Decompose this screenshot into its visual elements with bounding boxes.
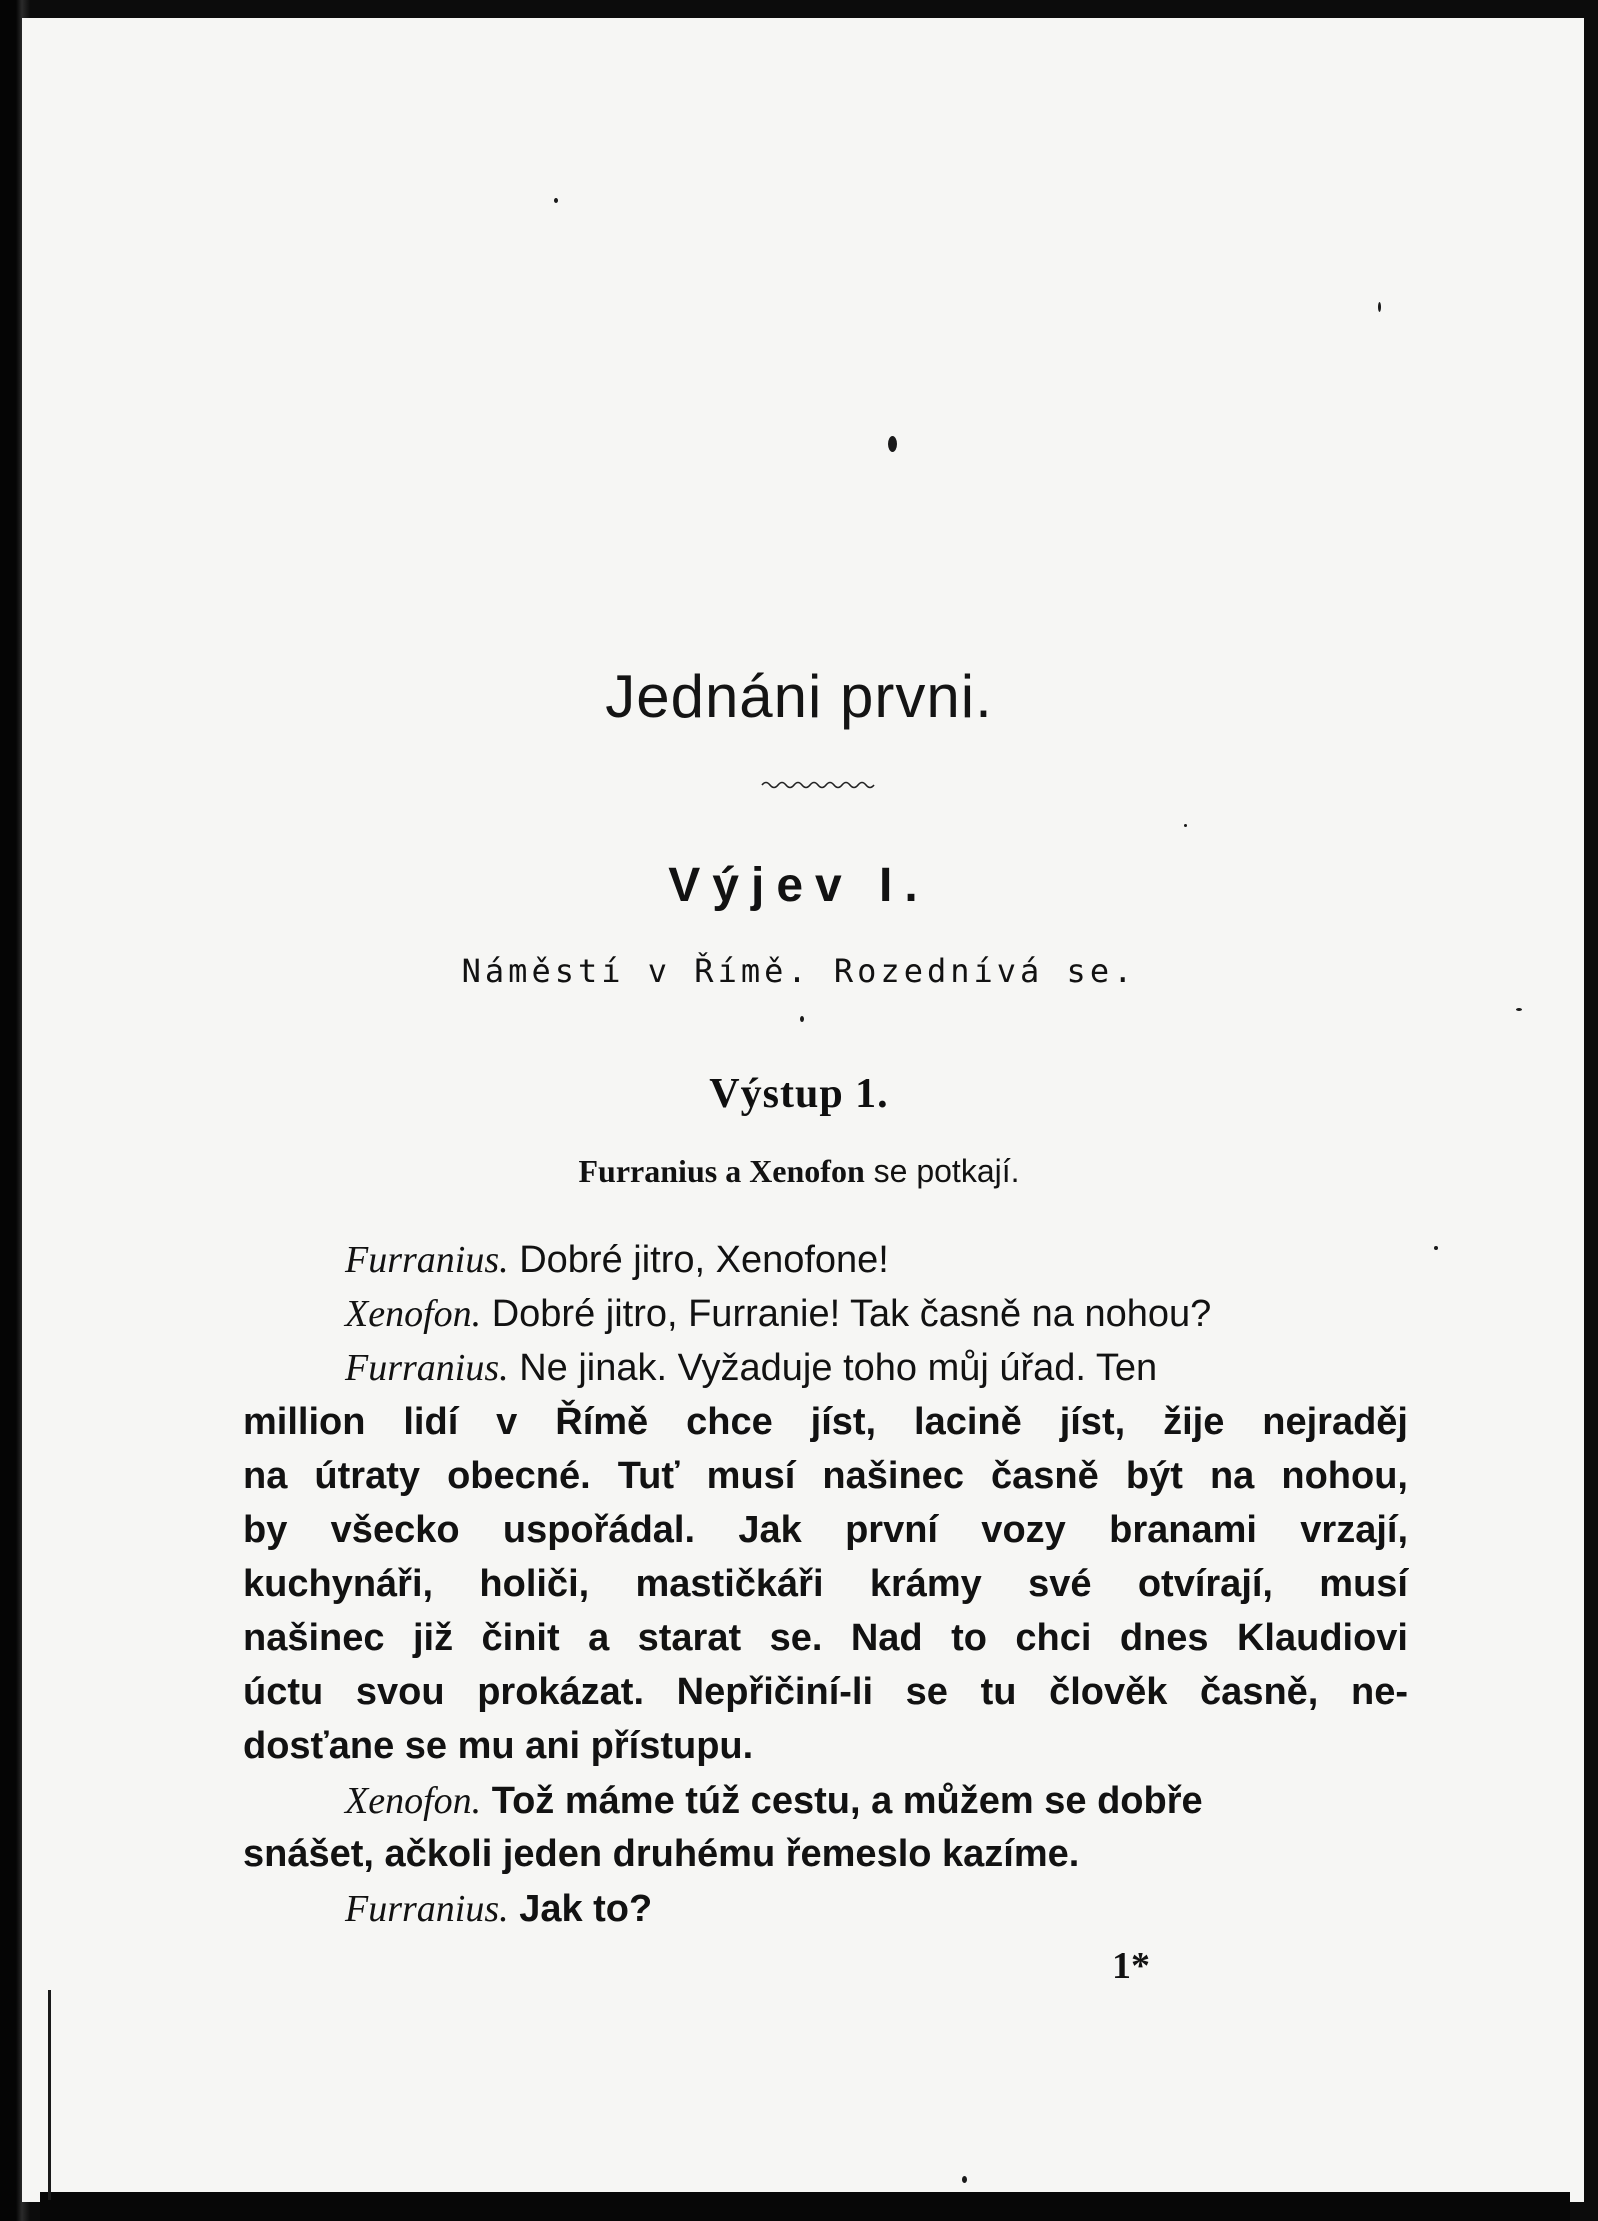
wavy-rule-ornament xyxy=(760,778,880,792)
signature-mark: 1* xyxy=(1112,1945,1150,1987)
ink-speck xyxy=(800,1016,804,1022)
speaker-name: Furranius. xyxy=(345,1239,509,1281)
ink-speck xyxy=(1516,1008,1522,1011)
speaker-name: Xenofon. xyxy=(345,1780,482,1822)
speech-text: Ne jinak. Vyžaduje toho můj úřad. Ten xyxy=(508,1347,1158,1389)
ink-speck xyxy=(962,2176,967,2183)
dialogue-line: snášet, ačkoli jeden druhému řemeslo kazíme. xyxy=(243,1833,1080,1875)
entry-title: Výstup 1. xyxy=(709,1071,889,1117)
speech-text: Dobré jitro, Xenofone! xyxy=(508,1239,889,1281)
dialogue-line: na útraty obecné. Tuť musí našinec časně být na nohou, xyxy=(243,1455,1408,1497)
stage-direction-text: se potkají. xyxy=(864,1153,1020,1189)
speaker-name: Furranius. xyxy=(345,1347,509,1389)
dialogue-line: million lidí v Římě chce jíst, lacině jíst, žije nejraděj xyxy=(243,1401,1408,1443)
stage-direction xyxy=(0,1153,1598,1190)
dialogue-line: našinec již činit a starat se. Nad to chci dnes Klaudiovi xyxy=(243,1617,1408,1659)
dialogue-line xyxy=(345,1887,652,1931)
speech-text: Dobré jitro, Furranie! Tak časně na nohou? xyxy=(481,1293,1212,1335)
dialogue-line xyxy=(345,1346,1157,1390)
dialogue-line xyxy=(345,1779,1203,1823)
scene-place: Náměstí v Římě. Rozednívá se. xyxy=(461,952,1137,990)
dialogue-line: dosťane se mu ani přístupu. xyxy=(243,1725,754,1767)
ink-speck xyxy=(1184,824,1187,827)
scan-border-bottom xyxy=(40,2192,1570,2221)
stage-direction-names: Furranius a Xenofon xyxy=(578,1153,865,1189)
ink-speck xyxy=(554,198,558,203)
dialogue-line xyxy=(345,1292,1211,1336)
act-title: Jednáni prvni. xyxy=(605,663,993,730)
page-fold-line xyxy=(48,1990,51,2200)
ink-speck xyxy=(1378,302,1381,312)
scene-title: Výjev I. xyxy=(668,859,930,912)
dialogue-line xyxy=(345,1238,889,1282)
speaker-name: Furranius. xyxy=(345,1888,509,1930)
dialogue-line: úctu svou prokázat. Nepřičiní-li se tu člověk časně, ne- xyxy=(243,1671,1408,1713)
speaker-name: Xenofon. xyxy=(345,1293,482,1335)
speech-text: Jak to? xyxy=(508,1888,653,1930)
dialogue-line: kuchynáři, holiči, mastičkáři krámy své otvírají, musí xyxy=(243,1563,1408,1605)
ink-speck xyxy=(888,436,897,452)
speech-text: Tož máme túž cestu, a můžem se dobře xyxy=(481,1780,1203,1822)
dialogue-line: by všecko uspořádal. Jak první vozy branami vrzají, xyxy=(243,1509,1408,1551)
ink-speck xyxy=(1434,1246,1438,1250)
